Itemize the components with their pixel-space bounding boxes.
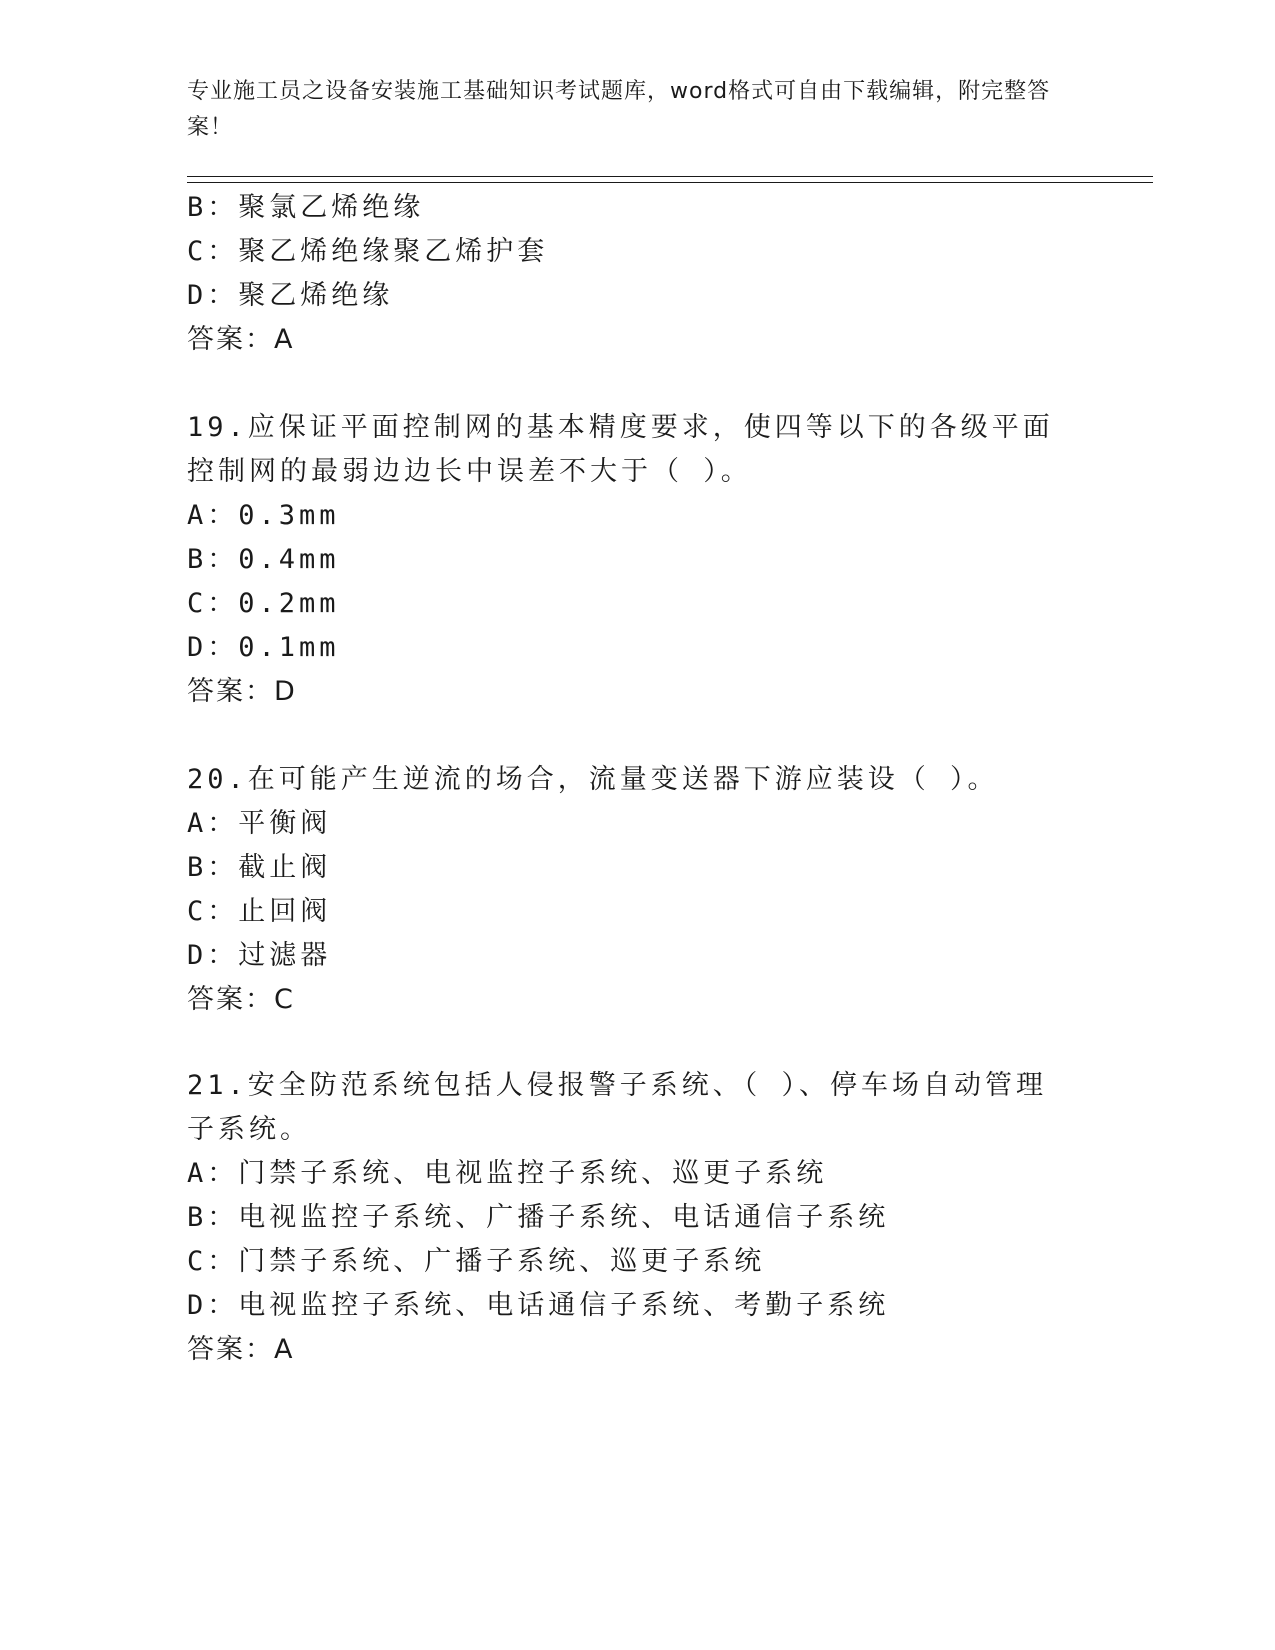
q21-stem: 21.安全防范系统包括人侵报警子系统、（ ）、停车场自动管理子系统。: [187, 1070, 1048, 1145]
document-header: 专业施工员之设备安装施工基础知识考试题库，word格式可自由下载编辑，附完整答案！: [187, 79, 1051, 140]
q21-option-b: B：电视监控子系统、广播子系统、电话通信子系统: [187, 1202, 890, 1233]
q19-option-c: C：0.2mm: [187, 588, 340, 619]
q18-option-b: B：聚氯乙烯绝缘: [187, 192, 425, 223]
q19-answer: 答案：D: [187, 676, 297, 707]
q19-option-a: A：0.3mm: [187, 500, 340, 531]
q20-option-a: A：平衡阀: [187, 808, 332, 839]
q18-option-c: C：聚乙烯绝缘聚乙烯护套: [187, 236, 549, 267]
q21-answer: 答案：A: [187, 1334, 295, 1365]
q21-option-d: D：电视监控子系统、电话通信子系统、考勤子系统: [187, 1290, 890, 1321]
q20-stem: 20.在可能产生逆流的场合，流量变送器下游应装设（ ）。: [187, 764, 999, 795]
q19-option-b: B：0.4mm: [187, 544, 340, 575]
q20-option-b: B：截止阀: [187, 852, 332, 883]
header-divider-top: [187, 176, 1153, 177]
q21-option-c: C：门禁子系统、广播子系统、巡更子系统: [187, 1246, 766, 1277]
q19-option-d: D：0.1mm: [187, 632, 340, 663]
header-divider-bottom: [187, 182, 1153, 183]
q20-answer: 答案：C: [187, 984, 295, 1015]
q18-answer: 答案：A: [187, 324, 295, 355]
q19-stem: 19.应保证平面控制网的基本精度要求，使四等以下的各级平面控制网的最弱边边长中误差不大于（ ）。: [187, 412, 1054, 487]
q20-option-d: D：过滤器: [187, 940, 332, 971]
q21-option-a: A：门禁子系统、电视监控子系统、巡更子系统: [187, 1158, 828, 1189]
q18-option-d: D：聚乙烯绝缘: [187, 280, 394, 311]
q20-option-c: C：止回阀: [187, 896, 332, 927]
